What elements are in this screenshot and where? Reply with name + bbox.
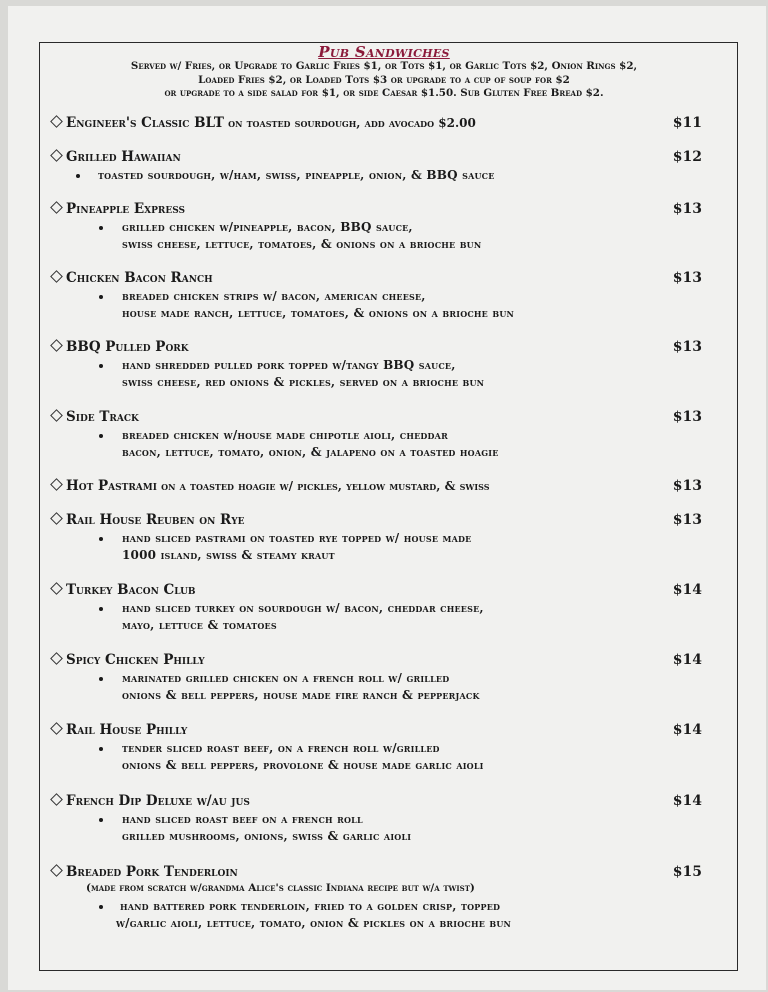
intro-line: Loaded Fries $2, or Loaded Tots $3 or upgrade to a cup of soup for $2 xyxy=(198,73,570,86)
item-price: $11 xyxy=(672,115,702,131)
item-description: marinated grilled chicken on a french roll w/ grilled onions & bell peppers, house made fire ranch & pepperjack xyxy=(52,670,712,704)
item-price: $15 xyxy=(672,864,702,880)
menu-item xyxy=(52,478,712,496)
bullet-icon xyxy=(99,677,103,681)
diamond-icon xyxy=(50,512,63,525)
menu-item xyxy=(52,652,712,704)
item-name: Grilled Hawaiian xyxy=(66,149,181,165)
item-name: Engineer's Classic BLT xyxy=(66,115,224,131)
item-description: breaded chicken strips w/ bacon, american cheese, house made ranch, lettuce, tomatoes, & onions on a brioche bun xyxy=(52,288,712,322)
item-description: hand sliced pastrami on toasted rye topped w/ house made 1000 island, swiss & steamy kraut xyxy=(52,530,712,564)
menu-item xyxy=(52,722,712,774)
sides-info xyxy=(60,60,708,101)
bullet-icon xyxy=(99,295,103,299)
item-description: tender sliced roast beef, on a french roll w/grilled onions & bell peppers, provolone & house made garlic aioli xyxy=(52,740,712,774)
intro-line: Served w/ Fries, or Upgrade to Garlic Fries $1, or Tots $1, or Garlic Tots $2, Onion Rings $2, xyxy=(130,60,638,72)
bullet-icon xyxy=(99,364,103,368)
item-price: $13 xyxy=(672,270,702,286)
diamond-icon xyxy=(50,270,63,283)
item-name: Pineapple Express xyxy=(66,201,186,217)
diamond-icon xyxy=(50,793,63,806)
diamond-icon xyxy=(50,582,63,595)
menu-item xyxy=(52,270,712,322)
menu-item xyxy=(52,339,712,391)
diamond-icon xyxy=(50,409,63,422)
section-title: Pub Sandwiches xyxy=(318,43,450,61)
item-price: $14 xyxy=(672,722,702,738)
diamond-icon xyxy=(50,201,63,214)
item-price: $14 xyxy=(672,582,702,598)
item-name: French Dip Deluxe w/au jus xyxy=(66,793,250,809)
menu-item xyxy=(52,864,712,932)
item-description: hand sliced roast beef on a french roll grilled mushrooms, onions, swiss & garlic aioli xyxy=(52,811,712,845)
item-name: BBQ Pulled Pork xyxy=(66,339,189,355)
bullet-icon xyxy=(99,537,103,541)
intro-line: or upgrade to a side salad for $1, or side Caesar $1.50. Sub Gluten Free Bread $2. xyxy=(164,87,604,99)
item-note: (made from scratch w/grandma Alice's classic Indiana recipe but w/a twist) xyxy=(86,882,475,894)
item-price: $13 xyxy=(672,478,702,494)
menu-item xyxy=(52,409,712,461)
diamond-icon xyxy=(50,149,63,162)
item-name: Side Track xyxy=(66,409,139,425)
item-description: toasted sourdough, w/ham, swiss, pineapple, onion, & BBQ sauce xyxy=(52,167,712,184)
menu-item xyxy=(52,582,712,634)
bullet-icon xyxy=(99,905,103,909)
item-price: $13 xyxy=(672,339,702,355)
item-name: Rail House Philly xyxy=(66,722,188,738)
item-name: Hot Pastrami xyxy=(66,478,157,494)
diamond-icon xyxy=(50,722,63,735)
item-price: $14 xyxy=(672,793,702,809)
diamond-icon xyxy=(50,115,63,128)
diamond-icon xyxy=(50,339,63,352)
item-description: grilled chicken w/pineapple, bacon, BBQ sauce, swiss cheese, lettuce, tomatoes, & onions on a brioche bun xyxy=(52,219,712,253)
item-name: Rail House Reuben on Rye xyxy=(66,512,245,528)
menu-item xyxy=(52,512,712,564)
item-price: $13 xyxy=(672,409,702,425)
item-name: Spicy Chicken Philly xyxy=(66,652,205,668)
bullet-icon xyxy=(99,607,103,611)
item-price: $14 xyxy=(672,652,702,668)
item-description: hand battered pork tenderloin, fried to a golden crisp, topped w/garlic aioli, lettuce, tomato, onion & pickles on a brioche bun xyxy=(52,898,712,932)
item-detail: on toasted sourdough, add avocado $2.00 xyxy=(223,116,476,130)
diamond-icon xyxy=(50,652,63,665)
item-detail: on a toasted hoagie w/ pickles, yellow mustard, & swiss xyxy=(156,479,490,493)
item-price: $12 xyxy=(672,149,702,165)
bullet-icon xyxy=(76,174,80,178)
diamond-icon xyxy=(50,478,63,491)
item-description: hand sliced turkey on sourdough w/ bacon, cheddar cheese, mayo, lettuce & tomatoes xyxy=(52,600,712,634)
item-name: Turkey Bacon Club xyxy=(66,582,196,598)
item-price: $13 xyxy=(672,201,702,217)
menu-item xyxy=(52,201,712,253)
bullet-icon xyxy=(99,434,103,438)
diamond-icon xyxy=(50,864,63,877)
item-description: breaded chicken w/house made chipotle aioli, cheddar bacon, lettuce, tomato, onion, & jalapeno on a toasted hoagie xyxy=(52,427,712,461)
bullet-icon xyxy=(99,226,103,230)
menu-item xyxy=(52,149,712,184)
menu-item xyxy=(52,793,712,845)
item-name: Chicken Bacon Ranch xyxy=(66,270,213,286)
item-name: Breaded Pork Tenderloin xyxy=(66,864,238,880)
bullet-icon xyxy=(99,818,103,822)
menu-item xyxy=(52,115,712,133)
item-price: $13 xyxy=(672,512,702,528)
bullet-icon xyxy=(99,747,103,751)
item-description: hand shredded pulled pork topped w/tangy BBQ sauce, swiss cheese, red onions & pickles, served on a brioche bun xyxy=(52,357,712,391)
